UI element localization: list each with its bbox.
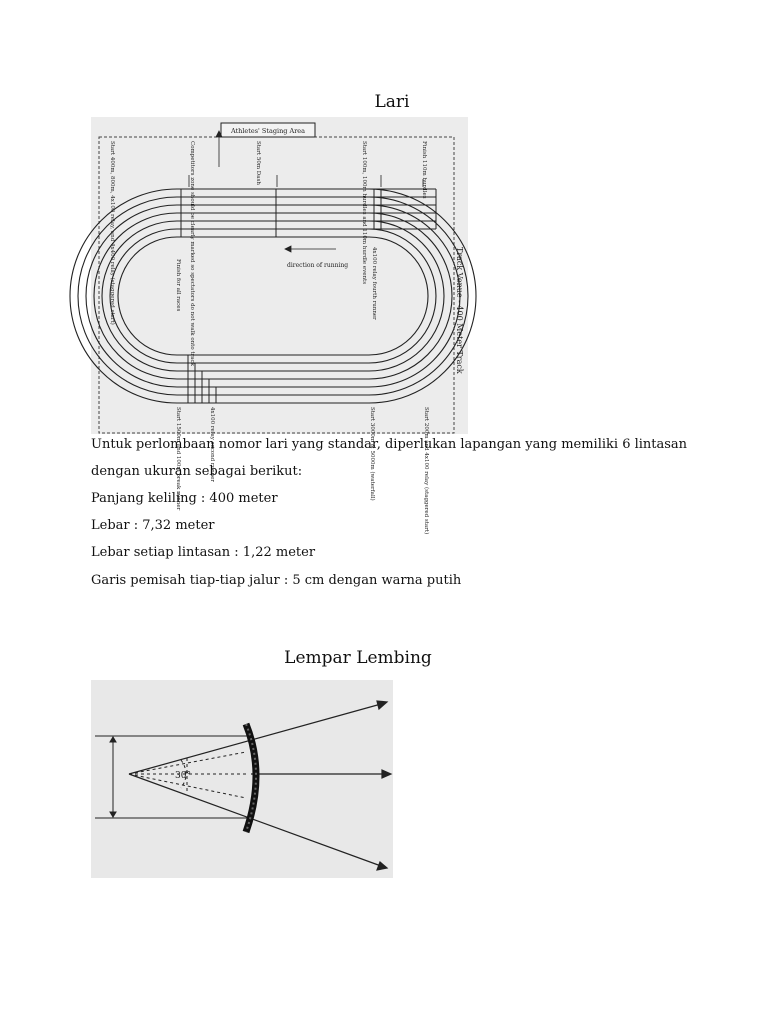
annotation-4x100-fourth: 4x100 relay fourth runner [371, 247, 377, 320]
annotation-finish-all: Finish for all races [175, 259, 181, 312]
annotation-start-100m: Start 100m, 100m hurdles and 110m hurdle events [361, 141, 367, 285]
heading-lempar-lembing: Lempar Lembing [284, 648, 432, 668]
annotation-finish-110m: Finish 110m hurdles [421, 141, 427, 199]
paragraph-lebar-lintasan: Lebar setiap lintasan : 1,22 meter [91, 545, 316, 560]
direction-label: direction of running [287, 262, 349, 269]
paragraph-lebar: Lebar : 7,32 meter [91, 518, 215, 533]
annotation-start-400m: Start 400m, 800m, 4x100 relay, and 4x400 relay (staggered start) [109, 141, 115, 325]
staging-area-label: Athletes' Staging Area [230, 127, 306, 135]
annotation-4x100-second: 4x100 relay second runner [209, 407, 215, 483]
venue-label: Track Venue - 400 Meter Track [455, 247, 464, 374]
annotation-start-3000m: Start 3000m & 5000m (waterfall) [369, 407, 375, 501]
paragraph-keliling: Panjang keliling : 400 meter [91, 491, 278, 506]
paragraph-garis-pemisah: Garis pemisah tiap-tiap jalur : 5 cm dengan warna putih [91, 573, 462, 588]
angle-label: 30° [175, 771, 191, 781]
annotation-start-200m: Start 200m and 4x100 relay (staggered start) [423, 407, 429, 535]
annotation-competitors-zone: Competitors zone should be clearly marked so spectators do not walk onto track [189, 141, 195, 366]
annotation-start-1500m: Start 1500m and 100m break runner [175, 407, 181, 511]
paragraph-intro: Untuk perlombaan nomor lari yang standar, diperlukan lapangan yang memiliki 6 lintasan [91, 437, 688, 452]
javelin-sector-diagram [91, 680, 393, 878]
staging-area-box [221, 123, 315, 137]
annotation-start-50m: Start 50m Dash [255, 141, 261, 185]
paragraph-dimensions: dengan ukuran sebagai berikut: [91, 464, 303, 479]
heading-lari: Lari [374, 92, 410, 112]
